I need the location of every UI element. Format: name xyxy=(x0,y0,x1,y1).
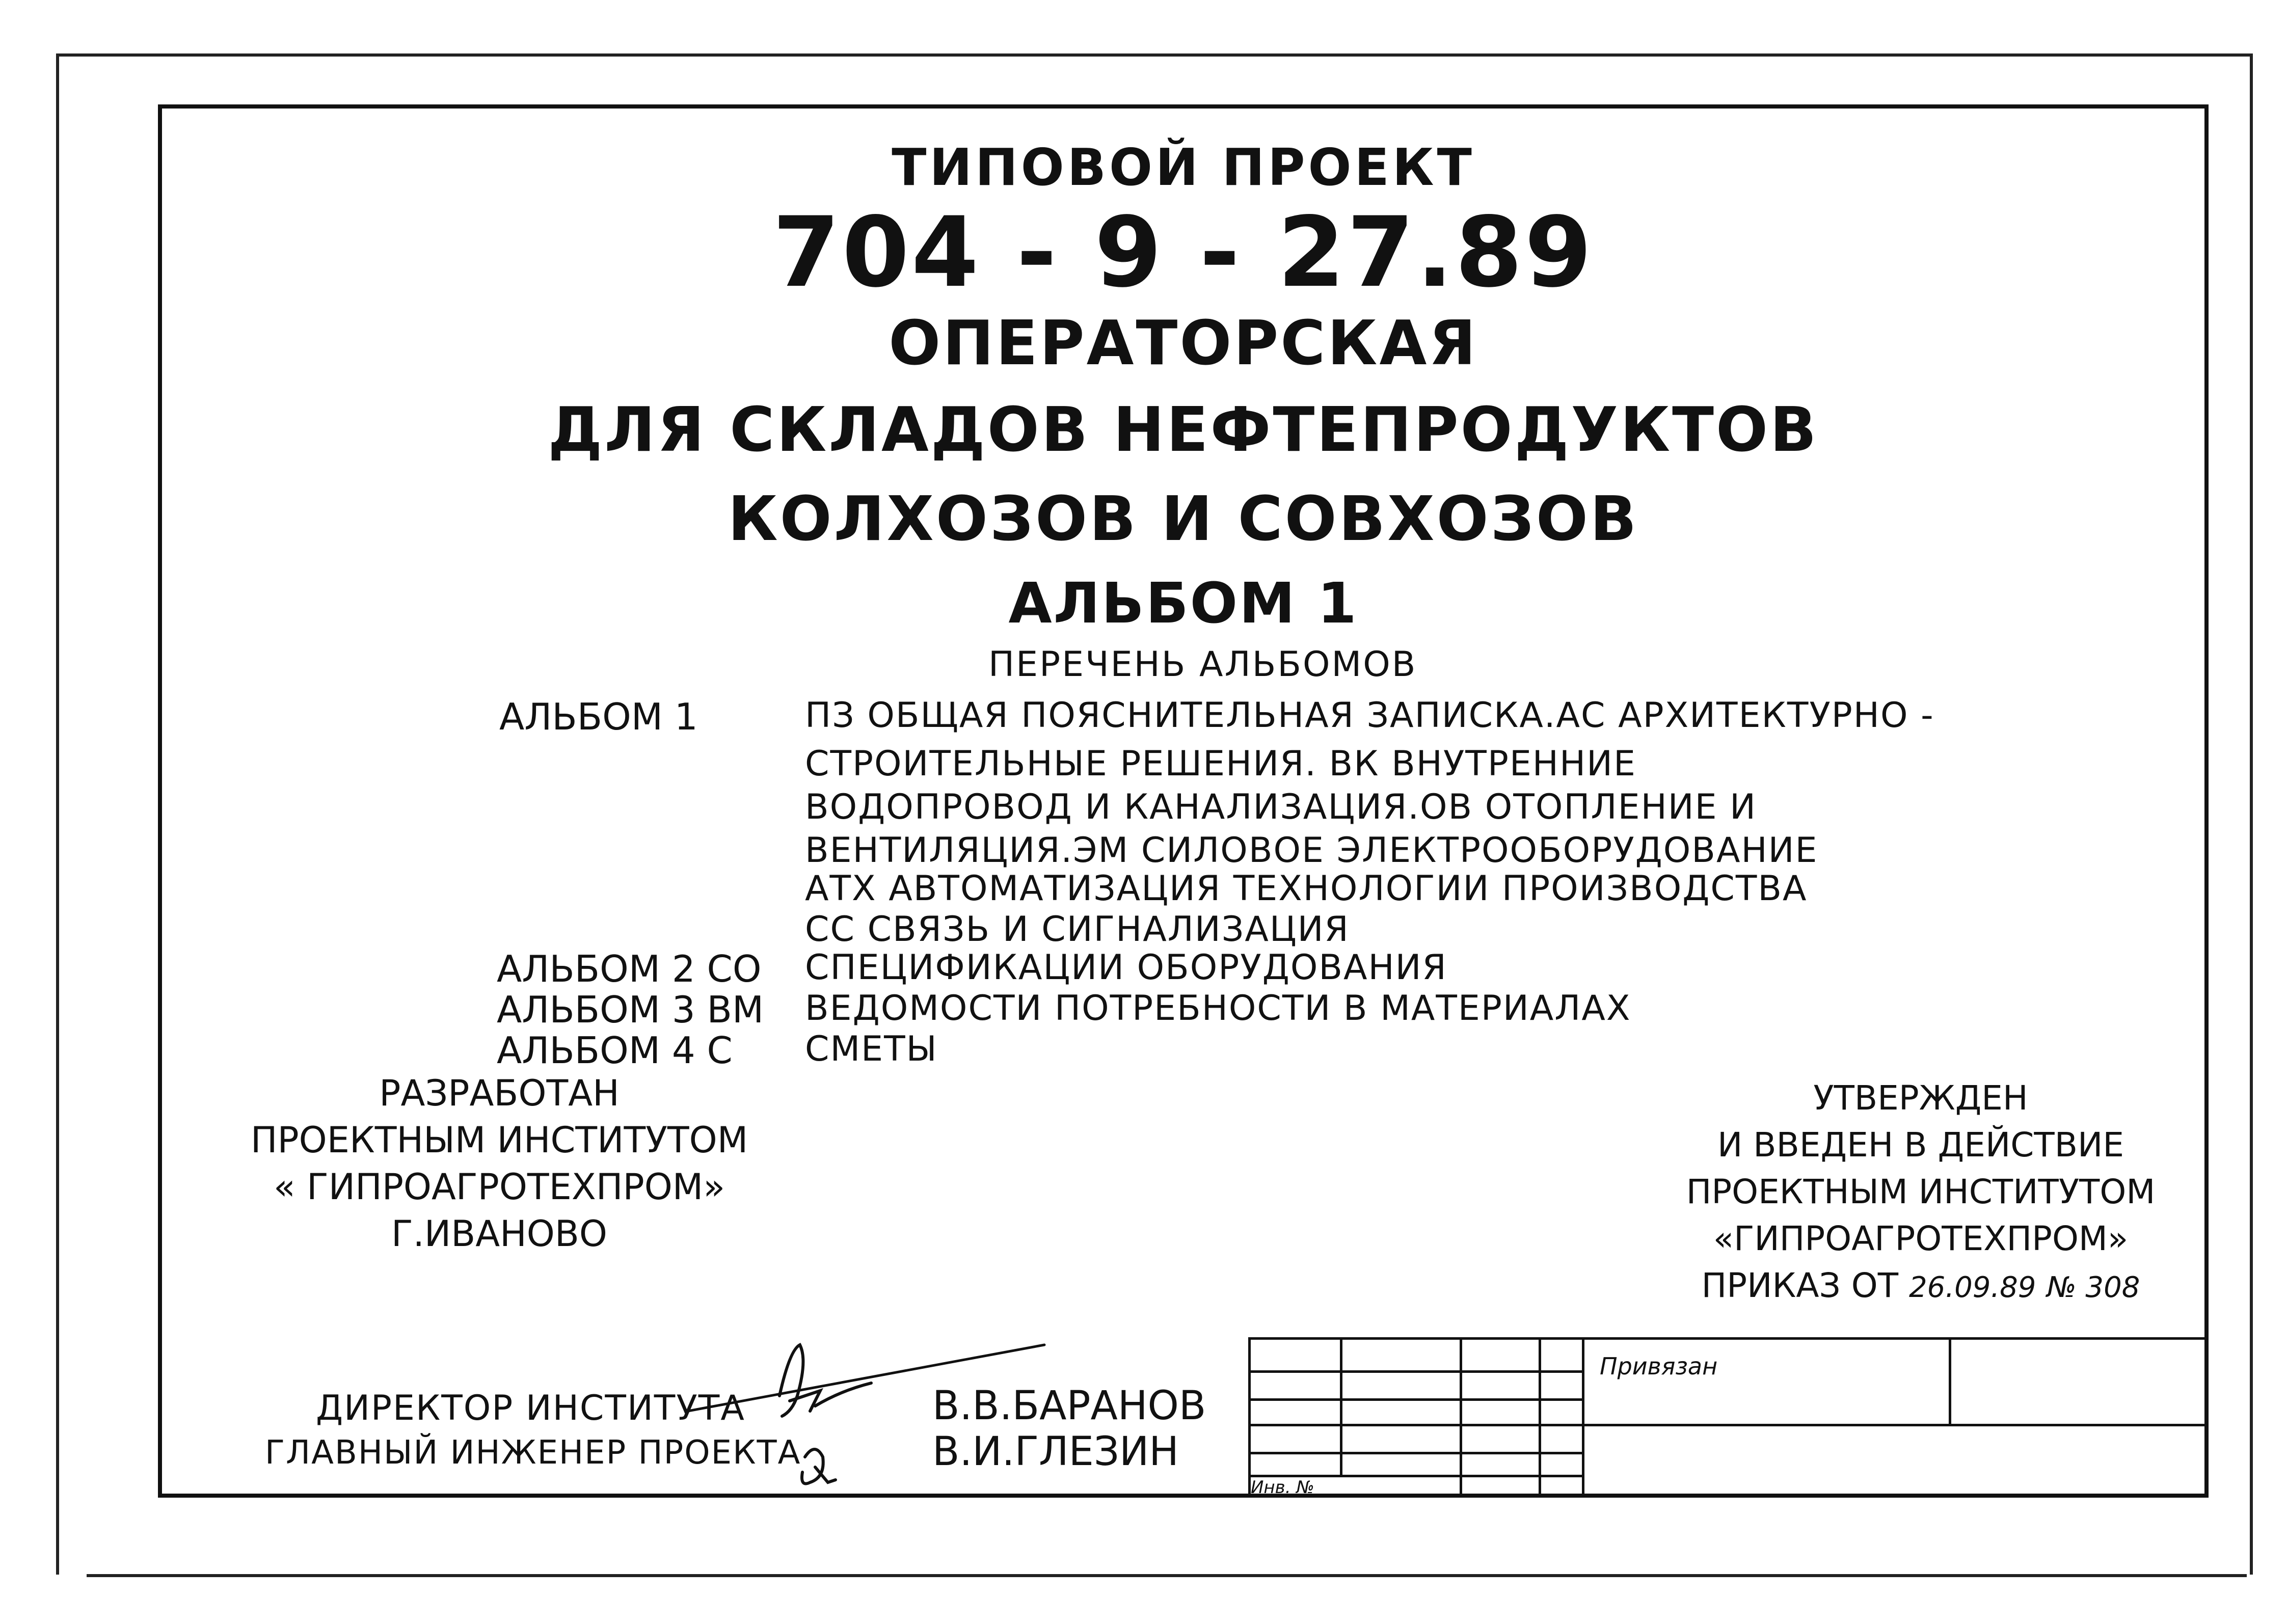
bottom-border-line xyxy=(87,1574,2247,1577)
director-role: ДИРЕКТОР ИНСТИТУТА xyxy=(316,1388,745,1428)
order-number: № 308 xyxy=(2047,1271,2140,1304)
chief-engineer-role: ГЛАВНЫЙ ИНЖЕНЕР ПРОЕКТА xyxy=(265,1434,801,1472)
developed-by-block xyxy=(214,1070,785,1257)
title-line-1: ОПЕРАТОРСКАЯ xyxy=(889,308,1478,379)
album-label: АЛЬБОМ 1 xyxy=(499,695,698,738)
album-content-line: СМЕТЫ xyxy=(805,1029,938,1069)
album-label: АЛЬБОМ 2 СО xyxy=(497,948,762,990)
developed-by-line: Г.ИВАНОВО xyxy=(391,1213,608,1255)
title-line-2: ДЛЯ СКЛАДОВ НЕФТЕПРОДУКТОВ xyxy=(548,395,1819,466)
developed-by-line: РАЗРАБОТАН xyxy=(379,1072,620,1114)
album-label: АЛЬБОМ 4 С xyxy=(497,1029,733,1072)
album-content-line: ВЕНТИЛЯЦИЯ.ЭМ СИЛОВОЕ ЭЛЕКТРООБОРУДОВАНИЕ xyxy=(805,830,1818,871)
title-block-grid xyxy=(1248,1337,2209,1498)
approved-line: «ГИПРОАГРОТЕХПРОМ» xyxy=(1713,1219,2129,1258)
album-content-line: СС СВЯЗЬ И СИГНАЛИЗАЦИЯ xyxy=(805,909,1350,950)
linked-label: Привязан xyxy=(1600,1352,1718,1380)
approved-line: ПРОЕКТНЫМ ИНСТИТУТОМ xyxy=(1686,1172,2156,1211)
album-content-line: ВЕДОМОСТИ ПОТРЕБНОСТИ В МАТЕРИАЛАХ xyxy=(805,988,1631,1028)
director-name: В.В.БАРАНОВ xyxy=(932,1383,1206,1429)
project-number: 704 - 9 - 27.89 xyxy=(772,196,1594,309)
handwritten-signatures xyxy=(688,1330,1060,1498)
album-content-line: СПЕЦИФИКАЦИИ ОБОРУДОВАНИЯ xyxy=(805,948,1447,988)
developed-by-line: ПРОЕКТНЫМ ИНСТИТУТОМ xyxy=(250,1119,748,1161)
album-content-line: ВОДОПРОВОД И КАНАЛИЗАЦИЯ.ОВ ОТОПЛЕНИЕ И xyxy=(805,787,1757,827)
approval-order xyxy=(1646,1262,2196,1311)
album-content-line: СТРОИТЕЛЬНЫЕ РЕШЕНИЯ. ВК ВНУТРЕННИЕ xyxy=(805,744,1636,784)
order-date: 26.09.89 xyxy=(1909,1271,2036,1304)
album-content-line: ПЗ ОБЩАЯ ПОЯСНИТЕЛЬНАЯ ЗАПИСКА.АС АРХИТЕКТУРНО - xyxy=(805,695,1934,736)
album-title: АЛЬБОМ 1 xyxy=(1008,571,1358,636)
order-prefix: ПРИКАЗ ОТ xyxy=(1701,1266,1899,1305)
album-content-line: АТХ АВТОМАТИЗАЦИЯ ТЕХНОЛОГИИ ПРОИЗВОДСТВА xyxy=(805,869,1808,909)
album-label: АЛЬБОМ 3 ВМ xyxy=(497,988,764,1031)
approved-line: И ВВЕДЕН В ДЕЙСТВИЕ xyxy=(1717,1125,2124,1165)
approved-line: УТВЕРЖДЕН xyxy=(1813,1078,2028,1118)
inventory-number-label: Инв. № xyxy=(1251,1477,1314,1498)
title-line-3: КОЛХОЗОВ И СОВХОЗОВ xyxy=(728,484,1639,555)
chief-engineer-name: В.И.ГЛЕЗИН xyxy=(932,1429,1179,1475)
developed-by-line: « ГИПРОАГРОТЕХПРОМ» xyxy=(273,1166,725,1208)
approved-block xyxy=(1646,1075,2196,1311)
albums-list-heading: ПЕРЕЧЕНЬ АЛЬБОМОВ xyxy=(988,644,1417,685)
project-type: ТИПОВОЙ ПРОЕКТ xyxy=(892,138,1475,197)
